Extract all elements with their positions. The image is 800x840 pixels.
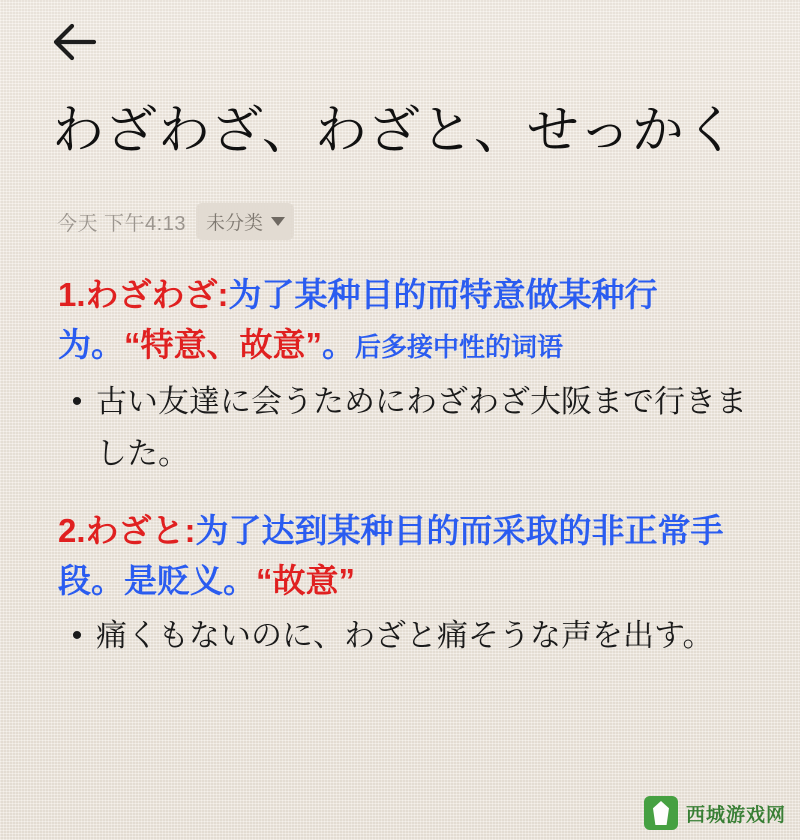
bullet-dot-icon: • [71, 619, 83, 652]
entry-2-definition-text: 为了达到某种目的而采取的非正常手段。是贬义。 [58, 512, 724, 599]
entry-1-definition [58, 270, 758, 372]
entry-2-example [58, 610, 758, 662]
watermark-text: 西城游戏网 [685, 804, 786, 826]
entry-1-example-text: 古い友達に会うためにわざわざ大阪まで行きました。 [96, 384, 747, 471]
entry-1-note: 后多接中性的词语 [355, 332, 564, 362]
entry-1-definition-text: 为了某种目的而特意做某种行为。 [58, 276, 658, 363]
entry-2-index: 2. [58, 512, 86, 549]
back-button[interactable] [48, 14, 112, 70]
entry-2-example-text: 痛くもないのに、わざと痛そうな声を出す。 [96, 618, 714, 653]
note-timestamp: 今天 下午4:13 [57, 213, 186, 235]
shield-logo-icon [644, 796, 678, 830]
chevron-down-icon [271, 217, 285, 226]
back-arrow-icon [48, 14, 112, 70]
entry-1-tail-punct: 。 [322, 326, 355, 363]
bullet-dot-icon: • [71, 385, 83, 418]
note-meta [57, 203, 294, 240]
entry-1-quoted: “特意、故意” [124, 326, 322, 363]
page-title: わざわざ、わざと、せっかく [52, 102, 738, 160]
entry-2-definition [58, 506, 758, 606]
note-body [58, 270, 758, 668]
entry-2-term: わざと: [85, 512, 196, 549]
entry-1-term: わざわざ: [85, 276, 229, 313]
entry-1-index: 1. [58, 276, 86, 313]
entry-2-quoted: “故意” [256, 562, 355, 599]
category-chip[interactable] [196, 203, 294, 240]
category-label: 未分类 [205, 213, 263, 234]
entry-1-example [58, 376, 758, 480]
watermark [644, 796, 786, 830]
